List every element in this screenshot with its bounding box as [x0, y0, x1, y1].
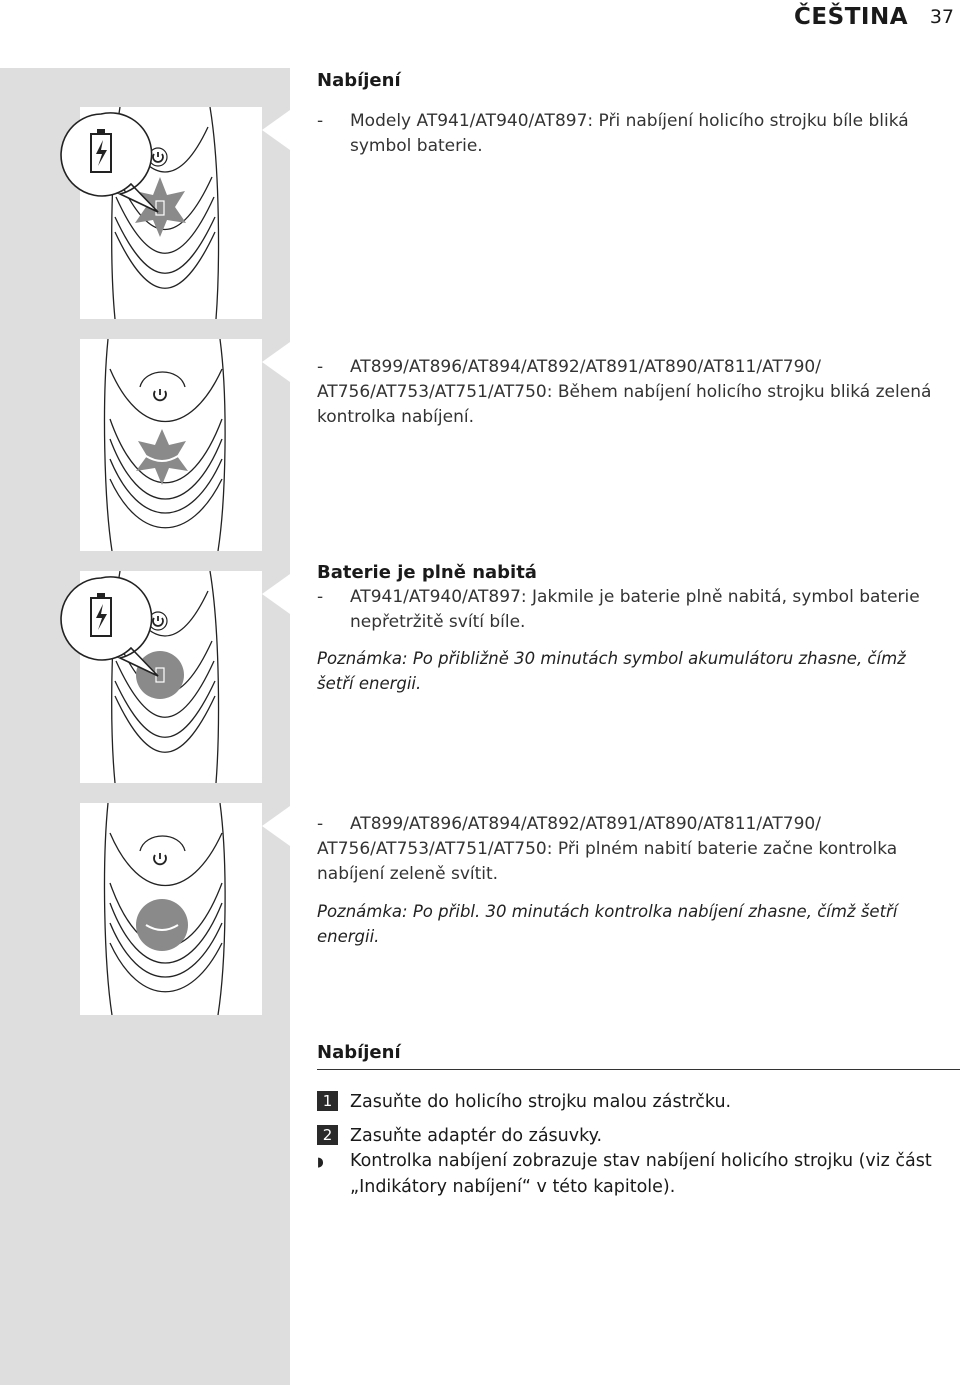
page-number: 37: [929, 6, 954, 28]
note-text: Poznámka: Po přibližně 30 minutách symbol akumulátoru zhasne, čímž šetří energii.: [317, 649, 906, 693]
text-line: AT899/AT896/AT894/AT892/AT891/AT890/AT811/AT790/: [350, 814, 821, 834]
text-line: AT941/AT940/AT897: Jakmile je baterie plně nabitá, symbol baterie: [350, 587, 920, 607]
battery-callout: [58, 112, 144, 198]
section-charging-intro: [317, 68, 946, 159]
text-line: symbol baterie.: [350, 136, 483, 156]
step-text: Zasuňte do holicího strojku malou zástrčku.: [350, 1092, 732, 1112]
text-line: Kontrolka nabíjení zobrazuje stav nabíjení holicího strojku (viz část: [350, 1151, 932, 1171]
step-number: 2: [317, 1125, 338, 1145]
section-light-blinking: [317, 355, 946, 430]
step-text: Zasuňte adaptér do zásuvky.: [350, 1126, 603, 1146]
pointer-arrow: [262, 110, 290, 150]
note-text: Poznámka: Po přibl. 30 minutách kontrolka nabíjení zhasne, čímž šetří energii.: [317, 902, 898, 946]
text-line: „Indikátory nabíjení“ v této kapitole).: [350, 1177, 676, 1197]
result-item: [317, 1149, 946, 1200]
dash-bullet: -: [317, 111, 324, 131]
step-item: [317, 1124, 946, 1149]
section-rule: [317, 1069, 960, 1070]
text-line: AT899/AT896/AT894/AT892/AT891/AT890/AT811/AT790/: [350, 357, 821, 377]
text-line: nepřetržitě svítí bíle.: [350, 612, 526, 632]
figure-shaver-light-solid: [80, 803, 262, 1015]
section-heading: Baterie je plně nabitá: [317, 562, 537, 583]
step-number: 1: [317, 1091, 338, 1111]
dash-bullet: -: [317, 814, 324, 834]
section-heading: Nabíjení: [317, 1042, 401, 1063]
result-bullet-icon: ◗: [317, 1155, 324, 1170]
text-line: kontrolka nabíjení.: [317, 407, 474, 427]
text-line: Modely AT941/AT940/AT897: Při nabíjení holicího strojku bíle bliká: [350, 111, 909, 131]
pointer-arrow: [262, 806, 290, 846]
section-fully-charged: [317, 560, 946, 696]
language-header: ČEŠTINA: [794, 4, 908, 30]
figure-shaver-light-blinking: [80, 339, 262, 551]
text-line: nabíjení zeleně svítit.: [317, 864, 499, 884]
section-light-solid: [317, 812, 946, 949]
text-line: AT756/AT753/AT751/AT750: Při plném nabití baterie začne kontrolka: [317, 839, 898, 859]
step-item: [317, 1090, 946, 1115]
pointer-arrow: [262, 342, 290, 382]
pointer-arrow: [262, 574, 290, 614]
text-line: AT756/AT753/AT751/AT750: Během nabíjení holicího strojku bliká zelená: [317, 382, 932, 402]
section-heading: Nabíjení: [317, 70, 401, 91]
dash-bullet: -: [317, 587, 324, 607]
section-charging-steps: [317, 1040, 946, 1065]
dash-bullet: -: [317, 357, 324, 377]
battery-callout: [58, 576, 144, 662]
